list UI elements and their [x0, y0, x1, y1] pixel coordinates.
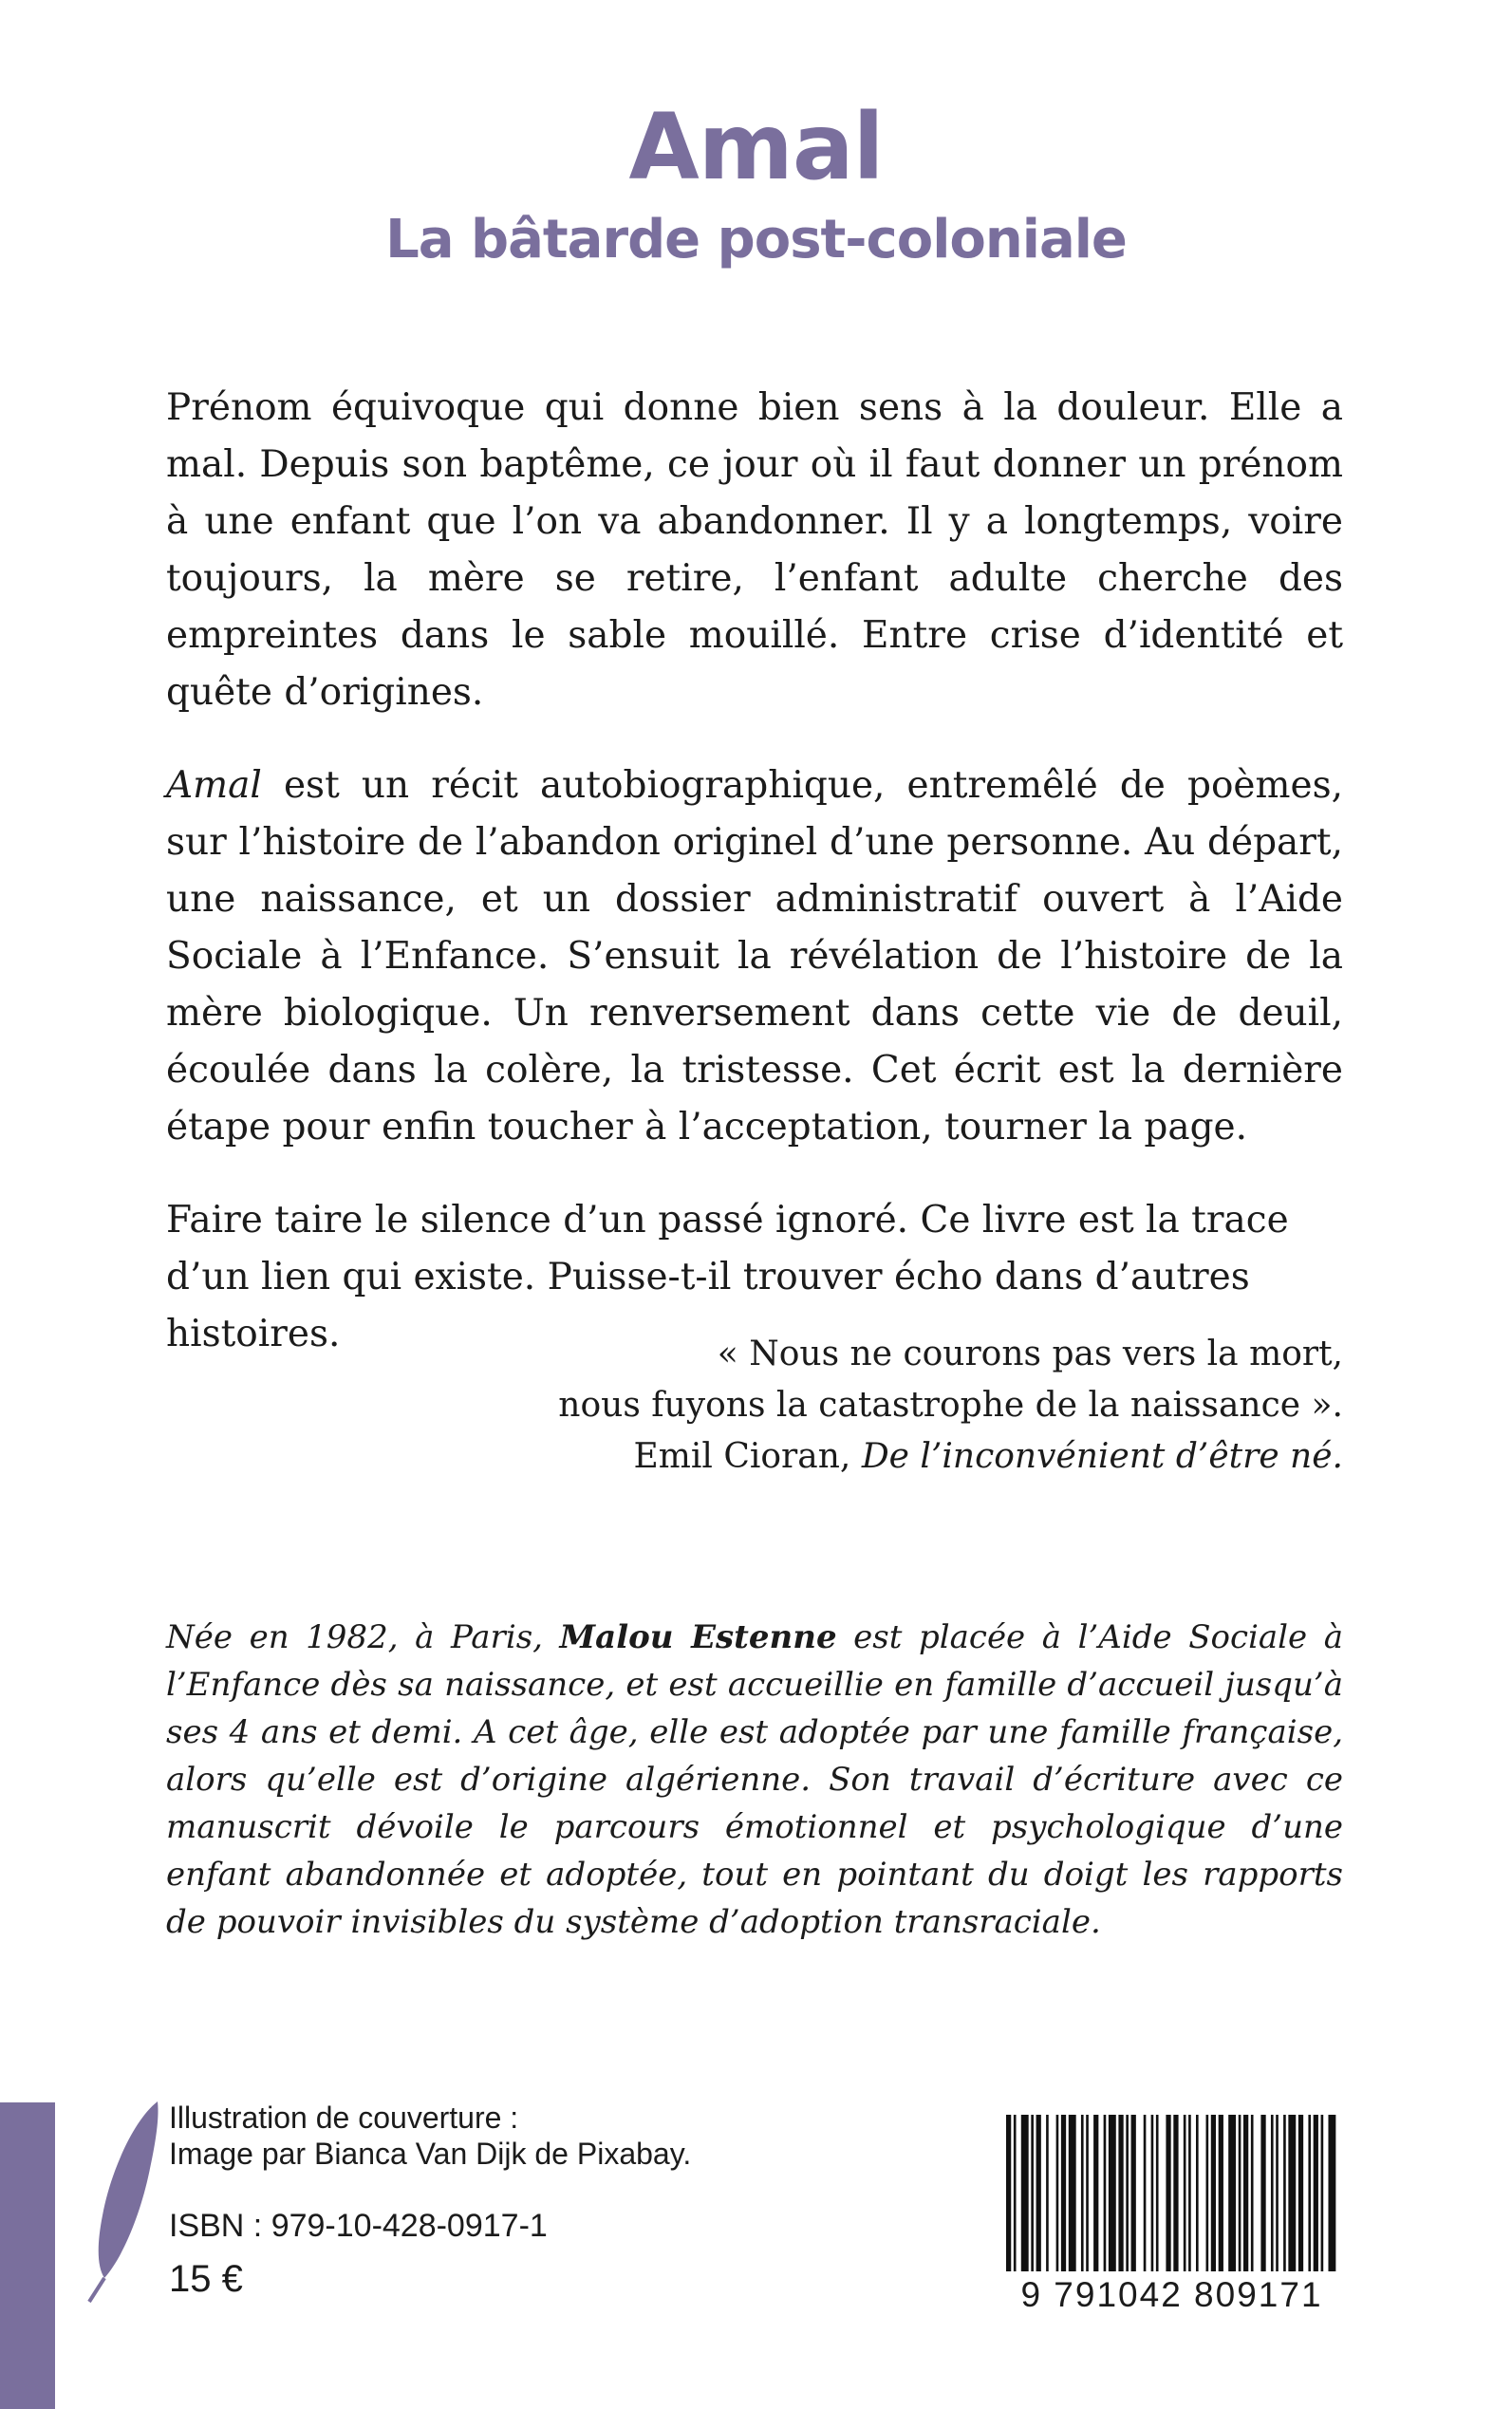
barcode-bar [1156, 2115, 1159, 2271]
barcode-bar [1243, 2115, 1248, 2271]
quote-work: De l’inconvénient d’être né. [861, 1437, 1343, 1476]
barcode [999, 2115, 1345, 2319]
barcode-bar [1031, 2115, 1034, 2271]
barcode-bar [1086, 2115, 1089, 2271]
barcode-bar [1014, 2115, 1017, 2271]
blurb-paragraph-1: Prénom équivoque qui donne bien sens à la douleur. Elle a mal. Depuis son baptême, ce jour où il faut donner un prénom à une enfant que l’on va abandonner. Il y a longtemps, voire toujours, la mère se retire, l’enfant adulte cherche des empreintes dans le sable mouillé. Entre crise d’identité et quête d’origines. [166, 386, 1343, 714]
author-bio-text [166, 1614, 1343, 1946]
barcode-bar [1118, 2115, 1123, 2271]
barcode-bars [1006, 2115, 1338, 2271]
barcode-bar [1184, 2115, 1186, 2271]
barcode-bar [1228, 2115, 1236, 2271]
barcode-bar [1166, 2115, 1170, 2271]
quote-line-1: « Nous ne courons pas vers la mort, [717, 1335, 1343, 1373]
barcode-bar [1321, 2115, 1324, 2271]
quote-author: Emil Cioran, [633, 1437, 862, 1476]
blurb-paragraph-3: Faire taire le silence d’un passé ignoré. Ce livre est la trace d’un lien qui existe. Puisse-t-il trouver écho dans d’autres histoires. [166, 1199, 1289, 1355]
barcode-bar [1109, 2115, 1116, 2271]
barcode-bar [1211, 2115, 1216, 2271]
barcode-bar [1298, 2115, 1303, 2271]
barcode-bar [1196, 2115, 1199, 2271]
barcode-bar [1144, 2115, 1147, 2271]
barcode-bar [1061, 2115, 1066, 2271]
barcode-bar [1308, 2115, 1311, 2271]
barcode-bar [1069, 2115, 1076, 2271]
feather-icon [85, 2100, 161, 2304]
bio-intro: Née en 1982, à Paris, [166, 1618, 560, 1656]
isbn: ISBN : 979-10-428-0917-1 [169, 2208, 548, 2244]
blurb-paragraph-2 [166, 757, 1343, 1156]
barcode-bar [1260, 2115, 1265, 2271]
barcode-bar [1173, 2115, 1178, 2271]
barcode-bar [1206, 2115, 1209, 2271]
credits-line-1: Illustration de couverture : [169, 2101, 519, 2135]
blurb-title-ref: Amal [166, 764, 262, 807]
barcode-bar [1283, 2115, 1286, 2271]
epigraph [166, 1329, 1343, 1483]
blurb-paragraph-2-text: est un récit autobiographique, entremêlé de poèmes, sur l’histoire de l’abandon originel d’une personne. Au départ, une naissance, et un dossier administratif ouvert à l’Aide Sociale à l’Enfance. S’ensuit la révélation de l’histoire de la mère biologique. Un renversement dans cette vie de deuil, écoulée dans la colère, la tristesse. Cet écrit est la dernière étape pour enfin toucher à l’acceptation, tourner la page. [166, 764, 1343, 1148]
barcode-bar [1328, 2115, 1335, 2271]
barcode-bar [1056, 2115, 1059, 2271]
barcode-bar [1093, 2115, 1098, 2271]
barcode-bar [1251, 2115, 1254, 2271]
author-name: Malou Estenne [559, 1618, 837, 1656]
publisher-color-strip [0, 2102, 55, 2409]
book-title: Amal [628, 94, 884, 200]
author-bio [166, 1614, 1343, 1946]
quote-line-2: nous fuyons la catastrophe de la naissance ». [558, 1386, 1343, 1425]
barcode-bar [1271, 2115, 1274, 2271]
barcode-bar [1314, 2115, 1318, 2271]
barcode-bar [1188, 2115, 1191, 2271]
credits-line-2: Image par Bianca Van Dijk de Pixabay. [169, 2137, 692, 2171]
barcode-number: 9 791042 809171 [1020, 2275, 1323, 2314]
barcode-bar [1276, 2115, 1279, 2271]
barcode-bar [1021, 2115, 1029, 2271]
barcode-bar [1219, 2115, 1223, 2271]
barcode-bar [1151, 2115, 1154, 2271]
blurb [166, 380, 1343, 1399]
barcode-bar [1239, 2115, 1241, 2271]
barcode-bar [1131, 2115, 1136, 2271]
barcode-bar [1104, 2115, 1107, 2271]
barcode-bar [1036, 2115, 1041, 2271]
cover-credits [169, 2100, 691, 2172]
barcode-bar [1126, 2115, 1129, 2271]
quote-attribution [166, 1431, 1343, 1483]
barcode-bar [1288, 2115, 1296, 2271]
barcode-bar [1081, 2115, 1084, 2271]
barcode-bar [1046, 2115, 1049, 2271]
book-subtitle: La bâtarde post-coloniale [385, 209, 1127, 271]
bio-body: est placée à l’Aide Sociale à l’Enfance dès sa naissance, et est accueillie en famille d’accueil jusqu’à ses 4 ans et demi. A cet âge, elle est adoptée par une famille française, alors qu’elle est d’origine algérienne. Son travail d’écriture avec ce manuscrit dévoile le parcours émotionnel et psychologique d’une enfant abandonnée et adoptée, tout en pointant du doigt les rapports de pouvoir invisibles du système d’adoption transraciale. [166, 1618, 1343, 1941]
price: 15 € [169, 2258, 243, 2300]
barcode-bar [1006, 2115, 1011, 2271]
